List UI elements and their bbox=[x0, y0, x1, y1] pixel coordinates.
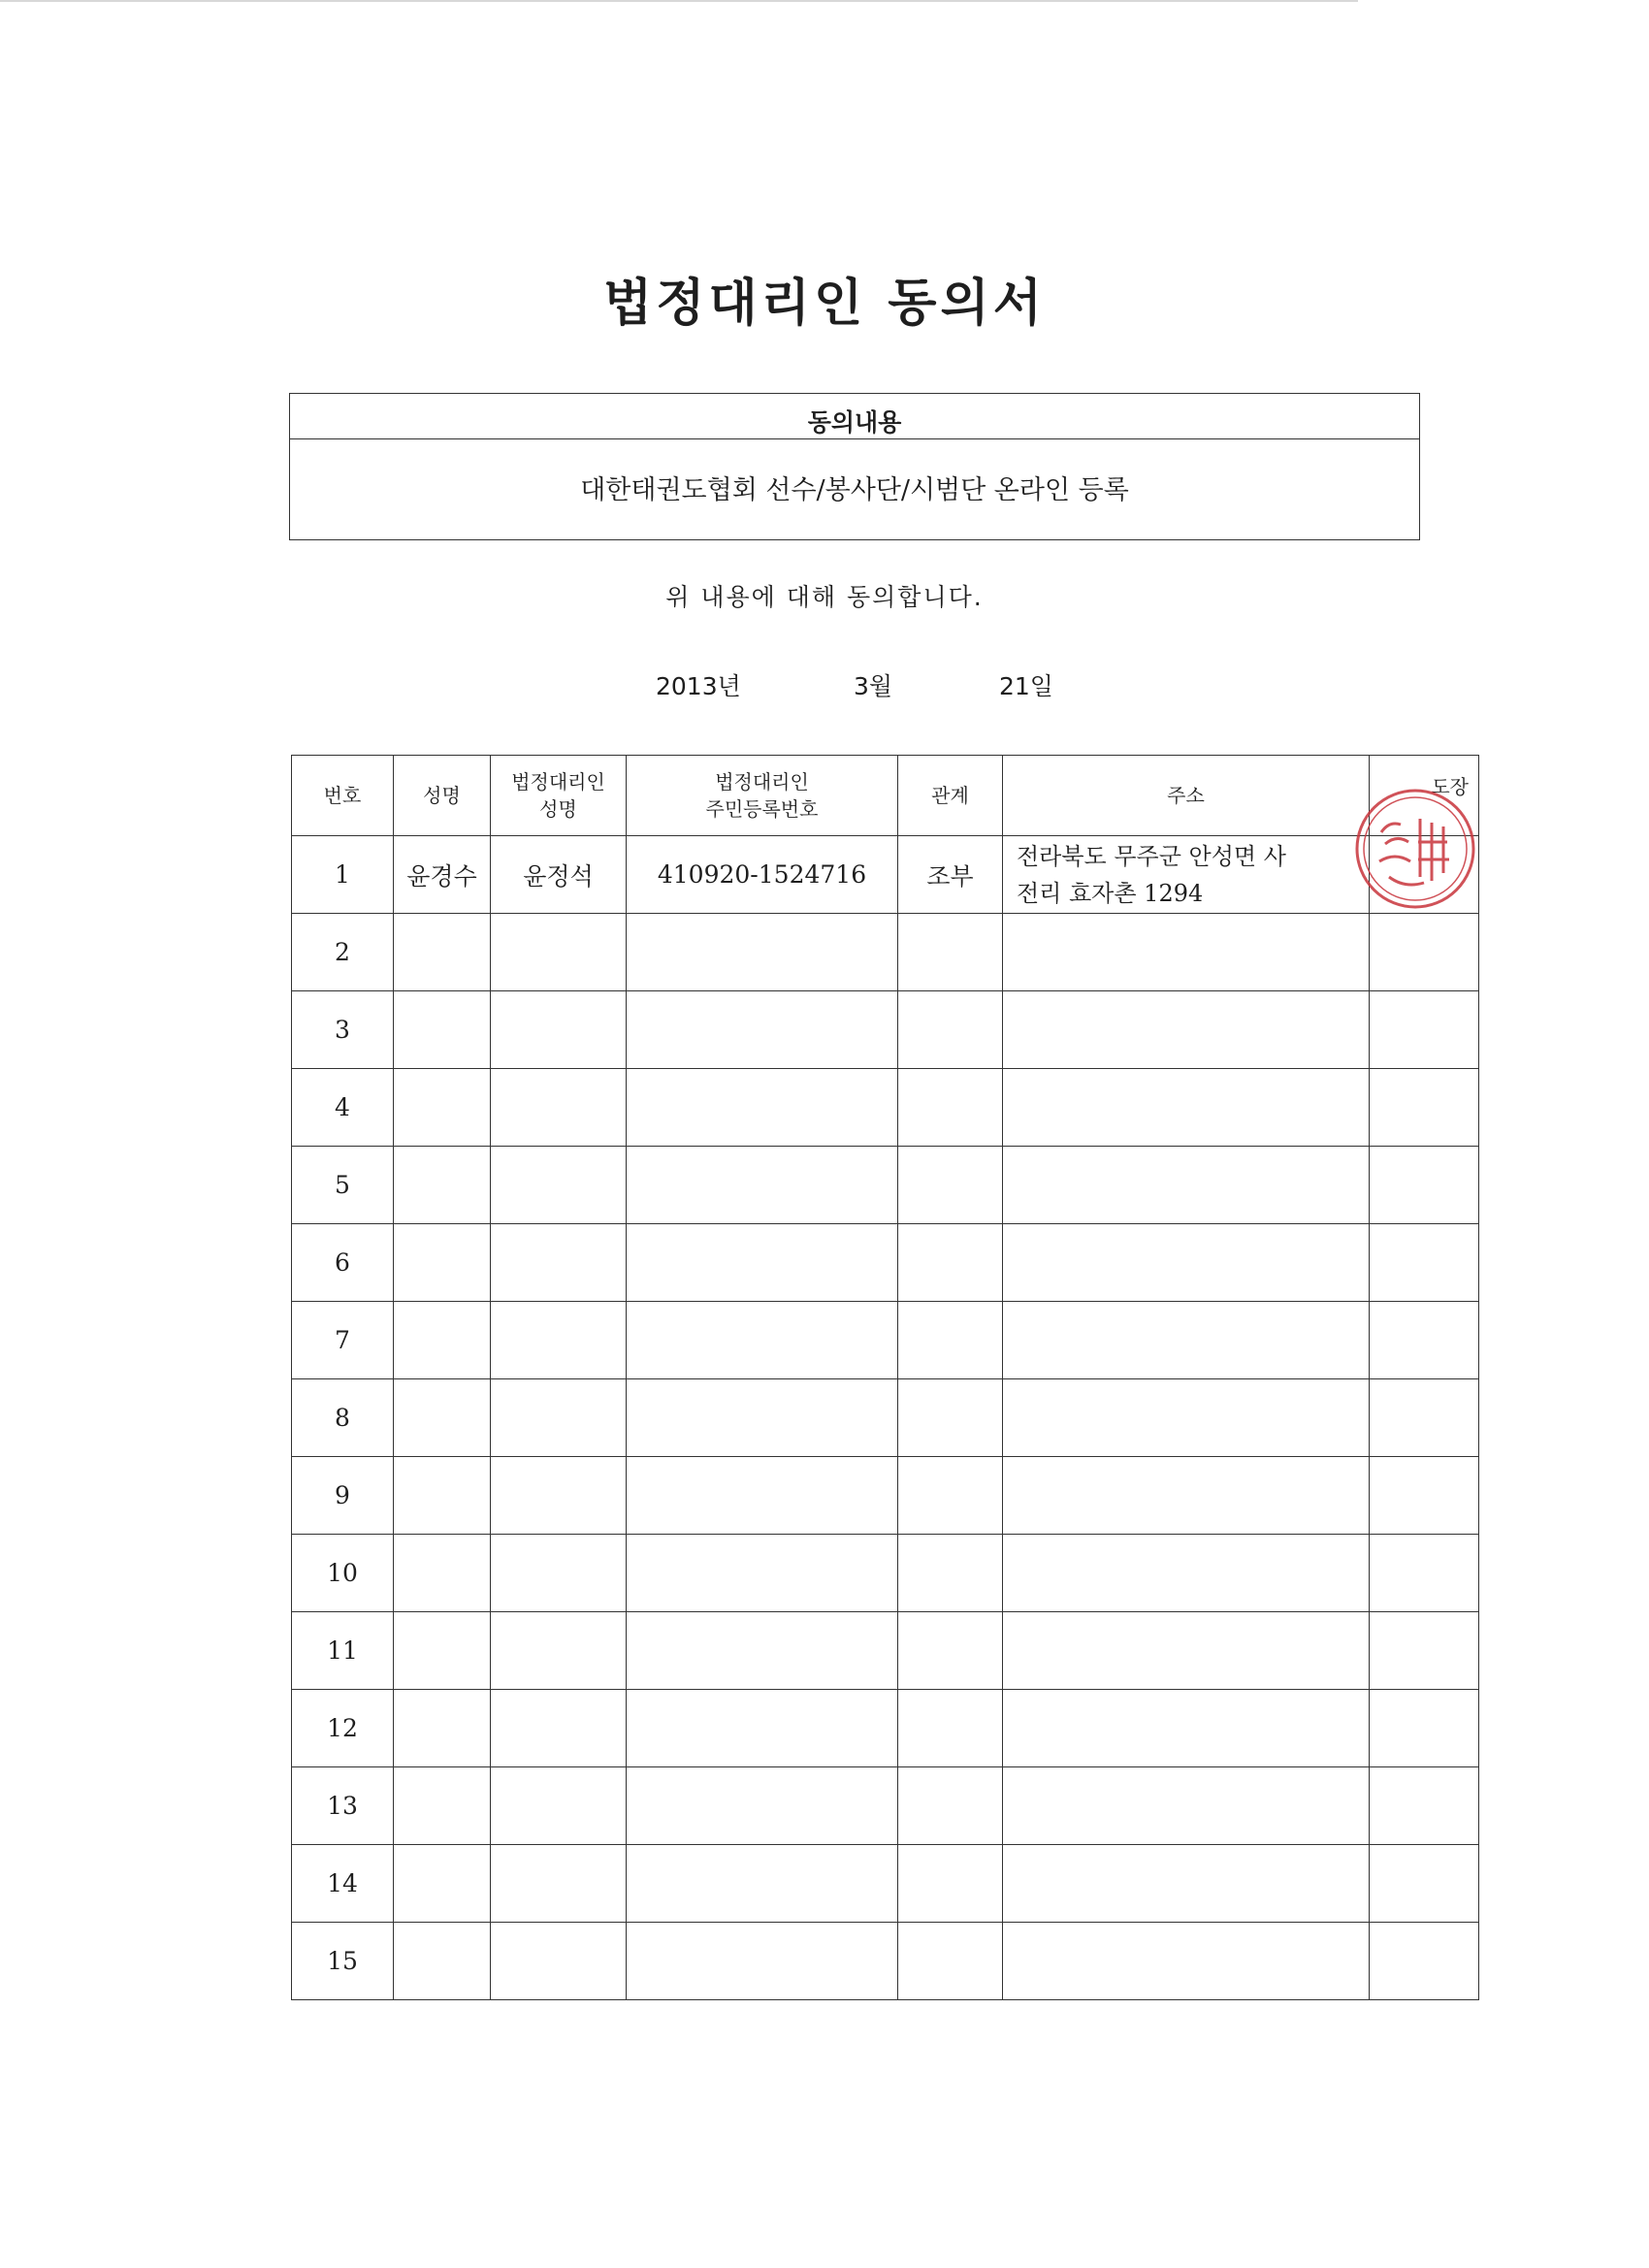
cell-number: 4 bbox=[292, 1069, 394, 1147]
cell-address bbox=[1003, 1224, 1370, 1302]
cell-address bbox=[1003, 1612, 1370, 1690]
cell-address bbox=[1003, 1457, 1370, 1535]
header-guardian-id-line1: 법정대리인 bbox=[715, 770, 809, 794]
cell-guardian-name bbox=[491, 1379, 627, 1457]
consent-box-header: 동의내용 bbox=[290, 407, 1419, 439]
cell-name bbox=[394, 1923, 491, 2000]
cell-number: 6 bbox=[292, 1224, 394, 1302]
cell-address bbox=[1003, 1690, 1370, 1767]
registration-table bbox=[291, 755, 1479, 2000]
cell-guardian-name bbox=[491, 1224, 627, 1302]
cell-relation bbox=[898, 914, 1003, 991]
cell-seal bbox=[1370, 1457, 1479, 1535]
cell-relation bbox=[898, 1767, 1003, 1845]
cell-relation bbox=[898, 1069, 1003, 1147]
cell-relation bbox=[898, 1845, 1003, 1923]
cell-number: 3 bbox=[292, 991, 394, 1069]
cell-number: 5 bbox=[292, 1147, 394, 1224]
cell-seal bbox=[1370, 1147, 1479, 1224]
cell-name bbox=[394, 914, 491, 991]
agree-statement: 위 내용에 대해 동의합니다. bbox=[665, 583, 984, 611]
cell-name bbox=[394, 991, 491, 1069]
cell-relation bbox=[898, 1224, 1003, 1302]
cell-name bbox=[394, 1690, 491, 1767]
cell-relation bbox=[898, 1612, 1003, 1690]
table-row bbox=[292, 1845, 1479, 1923]
cell-guardian-id bbox=[627, 1302, 898, 1379]
cell-seal bbox=[1370, 1767, 1479, 1845]
cell-guardian-id bbox=[627, 1069, 898, 1147]
cell-name bbox=[394, 1612, 491, 1690]
date-day: 21일 bbox=[999, 672, 1053, 700]
cell-name bbox=[394, 1767, 491, 1845]
cell-name bbox=[394, 1302, 491, 1379]
cell-guardian-id bbox=[627, 1690, 898, 1767]
cell-guardian-id bbox=[627, 1923, 898, 2000]
cell-seal bbox=[1370, 1535, 1479, 1612]
cell-guardian-name bbox=[491, 1457, 627, 1535]
table-header-row bbox=[292, 756, 1479, 836]
cell-number: 11 bbox=[292, 1612, 394, 1690]
cell-guardian-id bbox=[627, 1845, 898, 1923]
consent-box-content: 대한태권도협회 선수/봉사단/시범단 온라인 등록 bbox=[580, 475, 1129, 505]
cell-guardian-name bbox=[491, 1690, 627, 1767]
cell-address bbox=[1003, 1845, 1370, 1923]
cell-relation bbox=[898, 1379, 1003, 1457]
header-address: 주소 bbox=[1003, 756, 1370, 836]
cell-guardian-id bbox=[627, 1147, 898, 1224]
header-guardian-name-line2: 성명 bbox=[539, 797, 577, 821]
cell-relation: 조부 bbox=[898, 836, 1003, 914]
table-row bbox=[292, 836, 1479, 914]
cell-number: 9 bbox=[292, 1457, 394, 1535]
header-number: 번호 bbox=[292, 756, 394, 836]
table-row bbox=[292, 914, 1479, 991]
cell-guardian-name bbox=[491, 1302, 627, 1379]
cell-seal bbox=[1370, 1379, 1479, 1457]
cell-seal bbox=[1370, 1923, 1479, 2000]
cell-guardian-name bbox=[491, 914, 627, 991]
cell-address bbox=[1003, 1535, 1370, 1612]
cell-guardian-id bbox=[627, 1379, 898, 1457]
table-row bbox=[292, 1224, 1479, 1302]
cell-address bbox=[1003, 836, 1370, 914]
cell-name bbox=[394, 1069, 491, 1147]
table-body bbox=[292, 836, 1479, 2000]
cell-guardian-name bbox=[491, 1923, 627, 2000]
cell-seal bbox=[1370, 914, 1479, 991]
cell-name bbox=[394, 1535, 491, 1612]
cell-seal bbox=[1370, 1612, 1479, 1690]
header-name: 성명 bbox=[394, 756, 491, 836]
cell-number: 7 bbox=[292, 1302, 394, 1379]
cell-number: 13 bbox=[292, 1767, 394, 1845]
date-month: 3월 bbox=[854, 672, 893, 700]
cell-number: 15 bbox=[292, 1923, 394, 2000]
cell-guardian-id bbox=[627, 1612, 898, 1690]
table-row bbox=[292, 1069, 1479, 1147]
cell-address bbox=[1003, 1379, 1370, 1457]
cell-relation bbox=[898, 1923, 1003, 2000]
table-row bbox=[292, 1302, 1479, 1379]
cell-seal bbox=[1370, 1069, 1479, 1147]
scan-edge-line bbox=[0, 0, 1358, 2]
table-row bbox=[292, 1767, 1479, 1845]
cell-name bbox=[394, 1147, 491, 1224]
table-row bbox=[292, 991, 1479, 1069]
cell-guardian-name bbox=[491, 1612, 627, 1690]
document-title: 법정대리인 동의서 bbox=[603, 274, 1046, 333]
cell-guardian-name bbox=[491, 1767, 627, 1845]
cell-guardian-id bbox=[627, 1767, 898, 1845]
header-guardian-id-line2: 주민등록번호 bbox=[705, 797, 819, 821]
date-year: 2013년 bbox=[656, 672, 741, 700]
cell-number: 14 bbox=[292, 1845, 394, 1923]
cell-address bbox=[1003, 1923, 1370, 2000]
cell-relation bbox=[898, 1535, 1003, 1612]
cell-guardian-id: 410920-1524716 bbox=[627, 836, 898, 914]
cell-number: 8 bbox=[292, 1379, 394, 1457]
table-row bbox=[292, 1457, 1479, 1535]
table-row bbox=[292, 1535, 1479, 1612]
consent-box bbox=[289, 393, 1420, 540]
cell-seal bbox=[1370, 1302, 1479, 1379]
red-seal-stamp-icon bbox=[1350, 784, 1480, 914]
table-row bbox=[292, 1379, 1479, 1457]
cell-relation bbox=[898, 1302, 1003, 1379]
cell-number: 12 bbox=[292, 1690, 394, 1767]
cell-guardian-name bbox=[491, 1069, 627, 1147]
cell-number: 2 bbox=[292, 914, 394, 991]
cell-guardian-id bbox=[627, 991, 898, 1069]
table-row bbox=[292, 1612, 1479, 1690]
cell-name bbox=[394, 1457, 491, 1535]
cell-relation bbox=[898, 1147, 1003, 1224]
cell-guardian-name: 윤정석 bbox=[491, 836, 627, 914]
table-row bbox=[292, 1690, 1479, 1767]
cell-address bbox=[1003, 914, 1370, 991]
table-row bbox=[292, 1147, 1479, 1224]
cell-name: 윤경수 bbox=[394, 836, 491, 914]
cell-number: 10 bbox=[292, 1535, 394, 1612]
cell-relation bbox=[898, 1690, 1003, 1767]
cell-seal bbox=[1370, 1845, 1479, 1923]
header-guardian-id bbox=[627, 756, 898, 836]
cell-number: 1 bbox=[292, 836, 394, 914]
table-row bbox=[292, 1923, 1479, 2000]
cell-guardian-id bbox=[627, 914, 898, 991]
cell-guardian-id bbox=[627, 1224, 898, 1302]
cell-guardian-name bbox=[491, 1147, 627, 1224]
header-guardian-name bbox=[491, 756, 627, 836]
cell-relation bbox=[898, 991, 1003, 1069]
cell-guardian-name bbox=[491, 1845, 627, 1923]
cell-name bbox=[394, 1379, 491, 1457]
cell-address bbox=[1003, 1069, 1370, 1147]
cell-guardian-name bbox=[491, 991, 627, 1069]
cell-name bbox=[394, 1224, 491, 1302]
cell-address bbox=[1003, 1147, 1370, 1224]
cell-address bbox=[1003, 991, 1370, 1069]
header-guardian-name-line1: 법정대리인 bbox=[511, 770, 605, 794]
cell-name bbox=[394, 1845, 491, 1923]
cell-guardian-id bbox=[627, 1535, 898, 1612]
cell-seal bbox=[1370, 1224, 1479, 1302]
cell-address bbox=[1003, 1767, 1370, 1845]
cell-address-line1: 전라북도 무주군 안성면 사 bbox=[1017, 842, 1286, 870]
cell-guardian-name bbox=[491, 1535, 627, 1612]
cell-seal bbox=[1370, 1690, 1479, 1767]
cell-guardian-id bbox=[627, 1457, 898, 1535]
cell-seal bbox=[1370, 991, 1479, 1069]
cell-address-line2: 전리 효자촌 1294 bbox=[1017, 879, 1204, 907]
cell-address bbox=[1003, 1302, 1370, 1379]
header-seal-label: 도장 bbox=[1431, 775, 1469, 798]
header-relation: 관계 bbox=[898, 756, 1003, 836]
cell-relation bbox=[898, 1457, 1003, 1535]
